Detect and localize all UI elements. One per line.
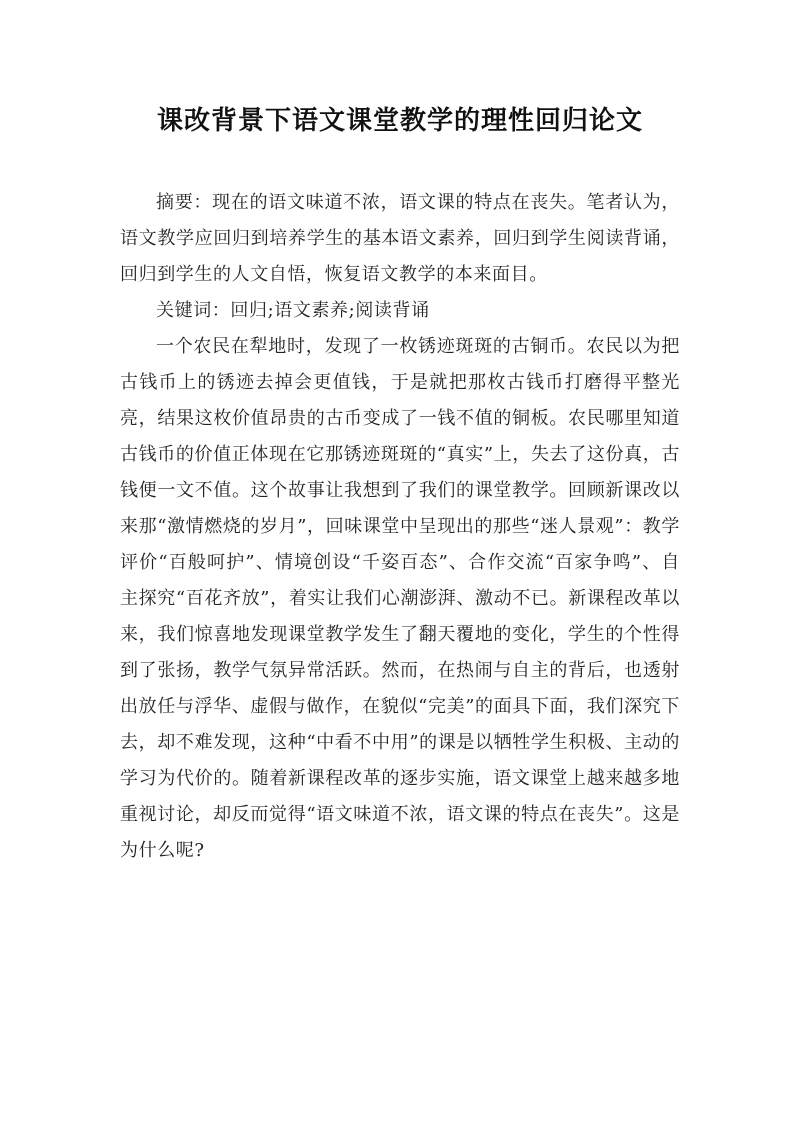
keywords-paragraph: 关键词：回归;语文素养;阅读背诵 <box>156 300 430 321</box>
document-body <box>120 185 680 869</box>
body-paragraph: 一个农民在犁地时，发现了一枚锈迹斑斑的古铜币。农民以为把古钱币上的锈迹去掉会更值钱，于是就把那枚古钱币打磨得平整光亮，结果这枚价值昂贵的古币变成了一钱不值的铜板。农民哪里知道古钱币的价值正体现在它那锈迹斑斑的“真实”上，失去了这份真，古钱便一文不值。这个故事让我想到了我们的课堂教学。回顾新课改以来那“激情燃烧的岁月”，回味课堂中呈现出的那些“迷人景观”：教学评价“百般呵护”、情境创设“千姿百态”、合作交流“百家争鸣”、自主探究“百花齐放”，着实让我们心潮澎湃、激动不已。新课程改革以来，我们惊喜地发现课堂教学发生了翻天覆地的变化，学生的个性得到了张扬，教学气氛异常活跃。然而，在热闹与自主的背后，也透射出放任与浮华、虚假与做作，在貌似“完美”的面具下面，我们深究下去，却不难发现，这种“中看不中用”的课是以牺牲学生积极、主动的学习为代价的。随着新课程改革的逐步实施，语文课堂上越来越多地重视讨论，却反而觉得“语文味道不浓，语文课的特点在丧失”。这是为什么呢? <box>120 336 681 861</box>
abstract-paragraph: 摘要：现在的语文味道不浓，语文课的特点在丧失。笔者认为，语文教学应回归到培养学生的基本语文素养，回归到学生阅读背诵，回归到学生的人文自悟，恢复语文教学的本来面目。 <box>120 192 680 285</box>
page-title: 课改背景下语文课堂教学的理性回归论文 <box>156 106 643 136</box>
